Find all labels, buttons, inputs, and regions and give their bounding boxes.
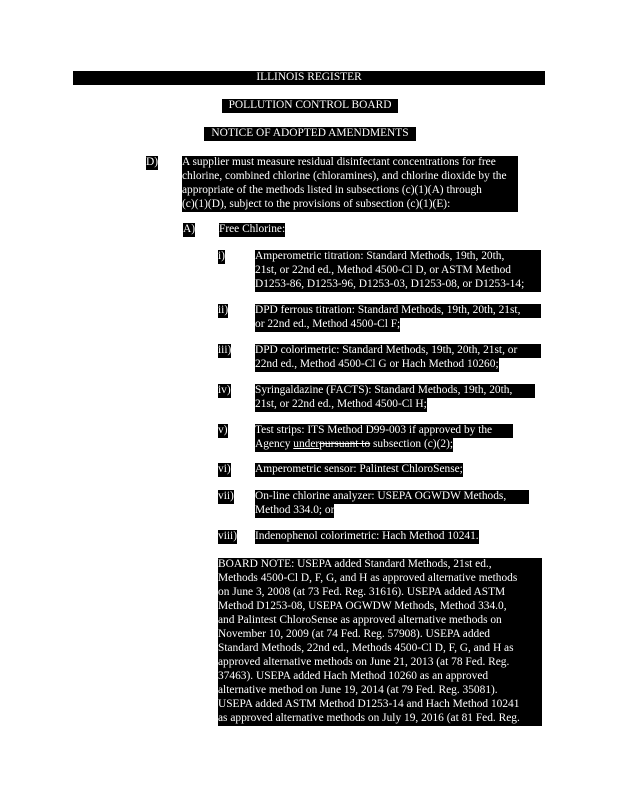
board-note-line: Standard Methods, 22nd ed., Methods 4500-Cl D, F, G, and H as (218, 642, 542, 656)
board-note-line: 37463). USEPA added Hach Method 10260 as an approved (218, 670, 542, 684)
section-d-text: A supplier must measure residual disinfectant concentrations for free (182, 156, 518, 170)
item-text: D1253-86, D1253-96, D1253-03, D1253-08, or D1253-14; (255, 278, 541, 292)
deleted-text: pursuant to (319, 438, 371, 450)
board-note-line: and Palintest ChloroSense as approved alternative methods on (218, 614, 542, 628)
section-d-text: chlorine, combined chlorine (chloramines), and chlorine dioxide by the (182, 170, 518, 184)
board-note-line: as approved alternative methods on July 19, 2016 (at 81 Fed. Reg. (218, 712, 542, 726)
item-label: i) (218, 250, 225, 262)
board-note-line: BOARD NOTE: USEPA added Standard Methods, 21st ed., (218, 558, 542, 572)
item-text: Method 334.0; or (255, 504, 335, 516)
item-label: iii) (218, 344, 232, 356)
board-note-line: alternative method on June 19, 2014 (at 79 Fed. Reg. 35081). (218, 684, 542, 698)
board-note-line: November 10, 2009 (at 74 Fed. Reg. 57908). USEPA added (218, 628, 542, 642)
item-label: vi) (218, 463, 231, 475)
item-text-plain: subsection (c)(2); (370, 438, 454, 450)
item-label: vii) (218, 490, 234, 502)
subsection-a-label: A) (183, 223, 196, 235)
board-note-line: Method D1253-08, USEPA OGWDW Methods, Method 334.0, (218, 600, 542, 614)
item-text (255, 438, 453, 452)
board-note-line: USEPA added ASTM Method D1253-14 and Hach Method 10241 (218, 698, 542, 712)
item-label: v) (218, 424, 228, 436)
item-text: 21st, or 22nd ed., Method 4500-Cl H; (255, 398, 427, 410)
notice-title: NOTICE OF ADOPTED AMENDMENTS (204, 127, 416, 141)
board-note-line: approved alternative methods on June 21, 2013 (at 78 Fed. Reg. (218, 656, 542, 670)
section-d-label: D) (146, 156, 159, 168)
inserted-text: under (293, 438, 320, 450)
board-note-line: Methods 4500-Cl D, F, G, and H as approved alternative methods (218, 572, 542, 586)
board-note-line: on June 3, 2008 (at 73 Fed. Reg. 31616). USEPA added ASTM (218, 586, 542, 600)
item-text: or 22nd ed., Method 4500-Cl F; (255, 318, 401, 330)
register-title: ILLINOIS REGISTER (73, 71, 545, 85)
item-label: iv) (218, 384, 231, 396)
item-text-plain: Agency (255, 438, 294, 450)
item-text: On-line chlorine analyzer: USEPA OGWDW Methods, (255, 490, 529, 504)
item-text: DPD ferrous titration: Standard Methods, 19th, 20th, 21st, (255, 304, 541, 318)
item-text: Syringaldazine (FACTS): Standard Methods, 19th, 20th, (255, 384, 535, 398)
item-text: Amperometric sensor: Palintest ChloroSense; (255, 463, 463, 475)
section-d-text: appropriate of the methods listed in subsections (c)(1)(A) through (182, 184, 518, 198)
item-label: ii) (218, 304, 229, 316)
item-text: Test strips: ITS Method D99-003 if approved by the (255, 424, 513, 438)
item-text: Amperometric titration: Standard Methods, 19th, 20th, (255, 250, 541, 264)
subsection-a-title: Free Chlorine: (219, 223, 286, 235)
item-text: Indenophenol colorimetric: Hach Method 10241. (255, 530, 479, 542)
section-d-text: (c)(1)(D), subject to the provisions of subsection (c)(1)(E): (182, 198, 518, 212)
item-text: DPD colorimetric: Standard Methods, 19th, 20th, 21st, or (255, 344, 541, 358)
item-text: 21st, or 22nd ed., Method 4500-Cl D, or ASTM Method (255, 264, 541, 278)
board-title: POLLUTION CONTROL BOARD (222, 99, 398, 113)
item-label: viii) (218, 530, 237, 542)
item-text: 22nd ed., Method 4500-Cl G or Hach Method 10260; (255, 358, 499, 370)
